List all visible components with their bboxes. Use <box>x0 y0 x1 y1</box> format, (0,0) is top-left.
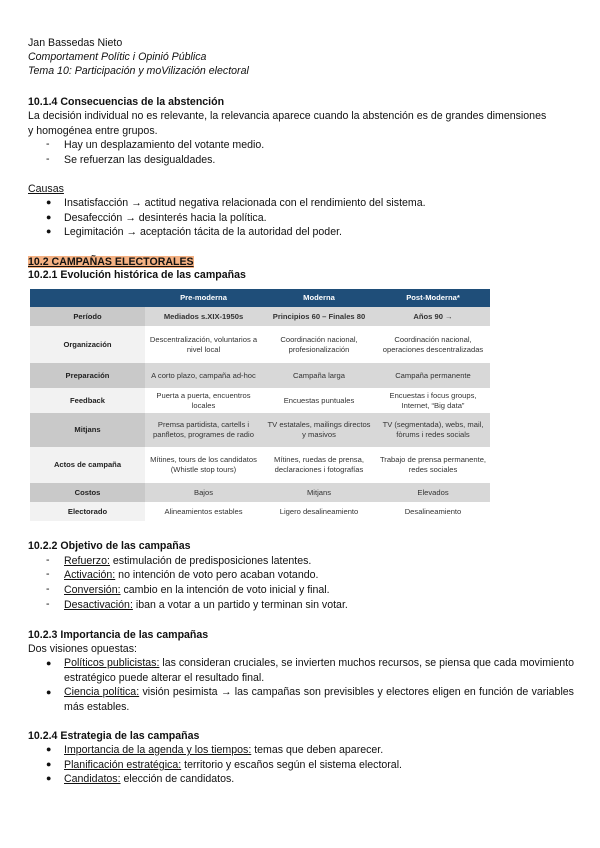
cause-item: Legimitación → aceptación tácita de la autoridad del poder. <box>64 226 342 238</box>
table-cell: Elevados <box>376 483 490 502</box>
table-cell: Campaña larga <box>262 363 376 388</box>
table-cell: Premsa partidista, cartells i panfletos, programes de radio <box>145 413 262 447</box>
dash-marker: - <box>46 138 50 150</box>
author-name: Jan Bassedas Nieto <box>28 37 123 49</box>
bullet-marker: ● <box>46 687 52 697</box>
table-cell: Alineamientos estables <box>145 502 262 521</box>
table-cell: Puerta a puerta, encuentros locales <box>145 388 262 413</box>
table-cell: Ligero desalineamiento <box>262 502 376 521</box>
objective-item <box>64 568 318 582</box>
importance-item <box>64 685 574 714</box>
section-102-title <box>28 255 194 269</box>
table-cell: TV estatales, mailings directos y masivos <box>262 413 376 447</box>
table-cell: Principios 60 – Finales 80 <box>262 307 376 326</box>
table-row <box>30 363 490 388</box>
causes-label: Causas <box>28 183 64 195</box>
objective-text: no intención de voto pero acaban votando. <box>115 569 319 581</box>
table-cell: Mediados s.XIX-1950s <box>145 307 262 326</box>
table-cell: Mítines, ruedas de prensa, declaraciones i fotografías <box>262 447 376 483</box>
table-cell: Encuestas puntuales <box>262 388 376 413</box>
table-cell: A corto plazo, campaña ad-hoc <box>145 363 262 388</box>
cause-item: Desafección → desinterés hacia la política. <box>64 212 267 224</box>
importance-text: visión pesimista → las campañas son previsibles y electores eligen en función de variables más estables. <box>64 686 574 713</box>
objective-item <box>64 583 330 597</box>
table-header-cell <box>30 289 145 307</box>
bullet-marker: ● <box>46 226 52 236</box>
objective-text: cambio en la intención de voto inicial y final. <box>120 584 330 596</box>
table-row <box>30 447 490 483</box>
table-cell: Mítines, tours de los candidatos (Whistle stop tours) <box>145 447 262 483</box>
table-cell: Mitjans <box>262 483 376 502</box>
table-cell: Desalineamiento <box>376 502 490 521</box>
objective-term: Desactivación: <box>64 599 133 611</box>
dash-marker: - <box>46 554 50 566</box>
section-102-title-text: 10.2 CAMPAÑAS ELECTORALES <box>28 256 194 268</box>
row-header: Electorado <box>30 502 145 521</box>
objective-term: Activación: <box>64 569 116 581</box>
dash-marker: - <box>46 153 50 165</box>
row-header: Preparación <box>30 363 145 388</box>
table-cell: Campaña permanente <box>376 363 490 388</box>
section-1014-paragraph-line2: y homogénea entre grupos. <box>28 125 158 137</box>
topic-title: Tema 10: Participación y moVilización electoral <box>28 65 249 77</box>
dash-marker: - <box>46 568 50 580</box>
section-1022-title: 10.2.2 Objetivo de las campañas <box>28 540 191 552</box>
table-row <box>30 413 490 447</box>
table-cell: Descentralización, voluntarios a nivel local <box>145 326 262 363</box>
strategy-term: Candidatos: <box>64 773 121 785</box>
dash-marker: - <box>46 598 50 610</box>
section-1023-intro: Dos visiones opuestas: <box>28 643 137 655</box>
strategy-text: elección de candidatos. <box>120 773 235 785</box>
bullet-marker: ● <box>46 759 52 769</box>
importance-term: Políticos publicistas: <box>64 657 160 669</box>
table-cell: Bajos <box>145 483 262 502</box>
objective-term: Conversión: <box>64 584 121 596</box>
table-row <box>30 483 490 502</box>
strategy-item <box>64 743 383 757</box>
table-cell: Coordinación nacional, operaciones descentralizadas <box>376 326 490 363</box>
objective-item <box>64 598 348 612</box>
table-cell: Coordinación nacional, profesionalización <box>262 326 376 363</box>
row-header: Organización <box>30 326 145 363</box>
bullet-marker: ● <box>46 773 52 783</box>
table-cell: Años 90 → <box>376 307 490 326</box>
table-header-row <box>30 289 490 307</box>
course-name: Comportament Polític i Opinió Pública <box>28 51 207 63</box>
importance-item <box>64 656 574 685</box>
strategy-term: Planificación estratégica: <box>64 759 182 771</box>
table-header-cell: Moderna <box>262 289 376 307</box>
row-header: Feedback <box>30 388 145 413</box>
bullet-marker: ● <box>46 744 52 754</box>
objective-text: iban a votar a un partido y terminan sin votar. <box>132 599 348 611</box>
table-header-cell: Pre-moderna <box>145 289 262 307</box>
bullet-marker: ● <box>46 212 52 222</box>
importance-text: las consideran cruciales, se invierten muchos recursos, se piensa que cada movimiento estratégico puede alterar el resultado final. <box>64 657 574 684</box>
objective-term: Refuerzo: <box>64 555 110 567</box>
table-row <box>30 388 490 413</box>
section-1021-title: 10.2.1 Evolución histórica de las campañas <box>28 269 246 281</box>
table-row <box>30 326 490 363</box>
table-header-cell: Post-Moderna* <box>376 289 490 307</box>
table-cell: Trabajo de prensa permanente, redes sociales <box>376 447 490 483</box>
table-row <box>30 502 490 521</box>
section-1014-title: 10.1.4 Consecuencias de la abstención <box>28 96 225 108</box>
table-row <box>30 307 490 326</box>
section-1024-title: 10.2.4 Estrategia de las campañas <box>28 730 200 742</box>
table-cell: TV (segmentada), webs, mail, fòrums i redes socials <box>376 413 490 447</box>
objective-item <box>64 554 311 568</box>
dash-marker: - <box>46 583 50 595</box>
bullet-marker: ● <box>46 197 52 207</box>
objective-text: estimulación de predisposiciones latentes. <box>109 555 312 567</box>
strategy-term: Importancia de la agenda y los tiempos: <box>64 744 252 756</box>
strategy-text: temas que deben aparecer. <box>251 744 384 756</box>
table-cell: Encuestas i focus groups, Internet, “Big data” <box>376 388 490 413</box>
strategy-text: territorio y escaños según el sistema electoral. <box>181 759 402 771</box>
row-header: Actos de campaña <box>30 447 145 483</box>
section-1023-title: 10.2.3 Importancia de las campañas <box>28 629 209 641</box>
section-1014-paragraph-line1: La decisión individual no es relevante, la relevancia aparece cuando la abstención es de grandes dimensiones <box>28 110 547 122</box>
dash-list-item: Hay un desplazamiento del votante medio. <box>64 139 265 151</box>
row-header: Costos <box>30 483 145 502</box>
strategy-item <box>64 758 402 772</box>
bullet-marker: ● <box>46 658 52 668</box>
cause-item: Insatisfacción → actitud negativa relacionada con el rendimiento del sistema. <box>64 197 426 209</box>
importance-term: Ciencia política: <box>64 686 140 698</box>
row-header: Período <box>30 307 145 326</box>
campaign-evolution-table <box>30 289 490 521</box>
row-header: Mitjans <box>30 413 145 447</box>
strategy-item <box>64 772 234 786</box>
dash-list-item: Se refuerzan las desigualdades. <box>64 154 216 166</box>
